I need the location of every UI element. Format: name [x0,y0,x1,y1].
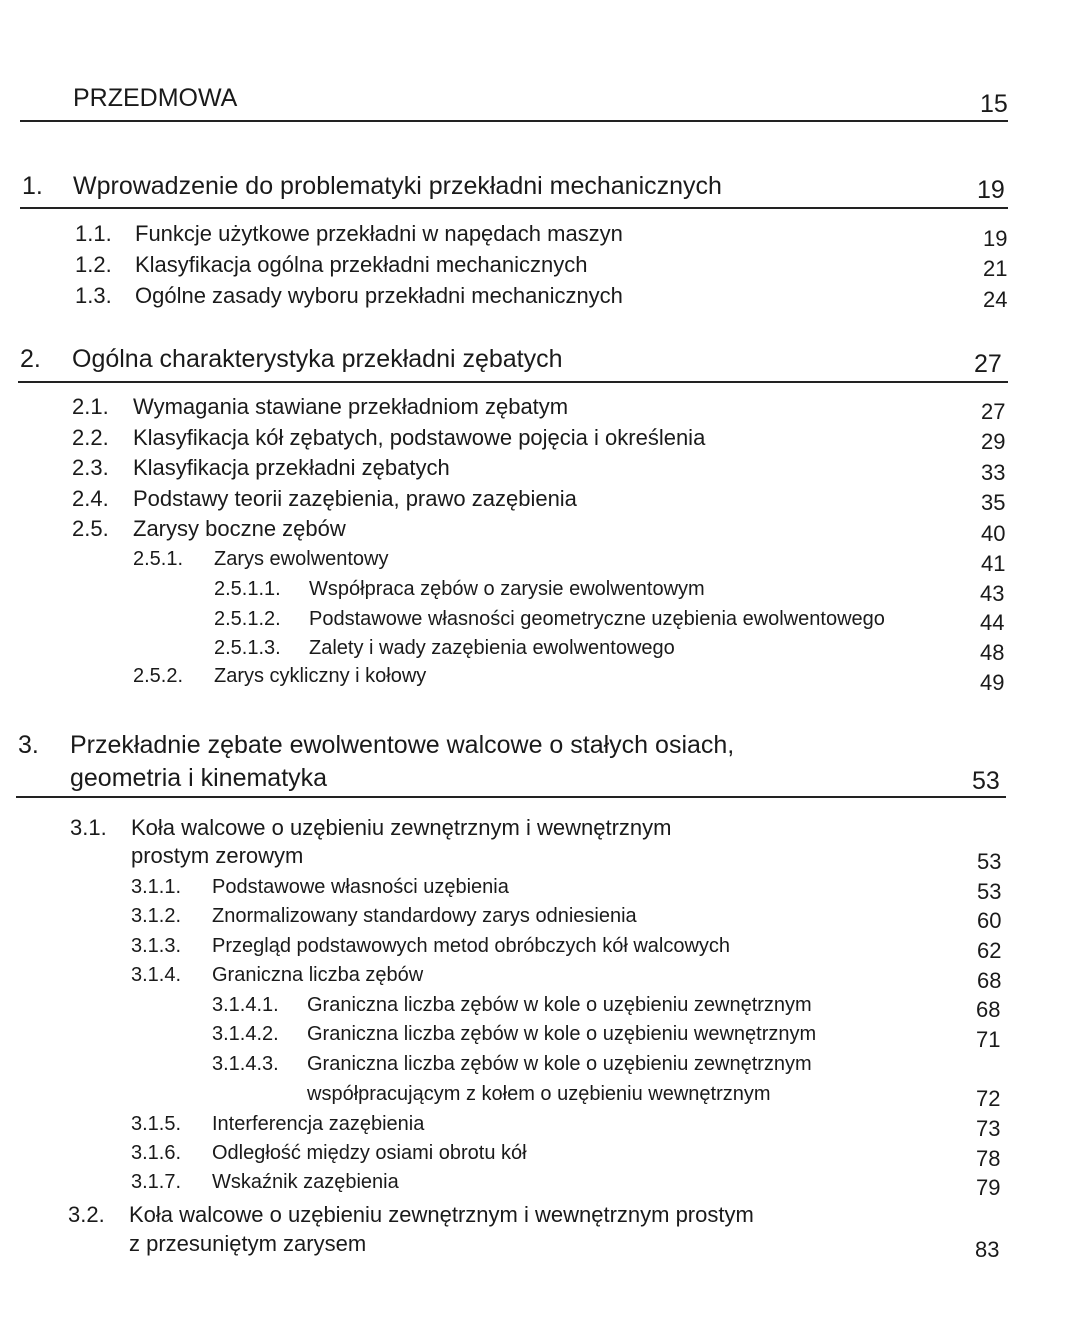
toc-page: 62 [977,938,1002,963]
toc-page: 49 [980,670,1005,695]
toc-title-line2: z przesuniętym zarysem [129,1231,367,1256]
toc-title: Zarys ewolwentowy [214,548,389,570]
toc-number: 1.2. [75,252,112,277]
toc-title: Graniczna liczba zębów w kole o uzębieniu wewnętrznym [307,1023,817,1045]
toc-page: 73 [976,1116,1001,1141]
toc-title: Przegląd podstawowych metod obróbczych kół walcowych [212,935,731,957]
toc-title: Klasyfikacja ogólna przekładni mechanicznych [135,252,588,277]
chapter-2-number: 2. [20,345,41,373]
toc-title-line2: prostym zerowym [131,843,304,868]
toc-number: 2.4. [72,486,109,511]
toc-title: Zarys cykliczny i kołowy [214,665,427,687]
toc-title: Zalety i wady zazębienia ewolwentowego [309,637,675,659]
toc-number: 2.5.1.1. [214,578,281,600]
toc-number: 1.1. [75,221,112,246]
toc-number: 3.1.7. [131,1171,182,1193]
toc-page: 27 [981,399,1006,424]
preface-rule [20,120,1008,122]
toc-title: Klasyfikacja kół zębatych, podstawowe pojęcia i określenia [133,425,706,450]
chapter-3-number: 3. [18,731,39,759]
toc-page: 41 [981,551,1006,576]
toc-number: 3.1.3. [131,935,182,957]
toc-title: Wymagania stawiane przekładniom zębatym [133,394,569,419]
toc-page: 53 [977,879,1002,904]
toc-title: Funkcje użytkowe przekładni w napędach maszyn [135,221,623,246]
toc-title: Ogólne zasady wyboru przekładni mechanicznych [135,283,623,308]
chapter-1-rule [20,207,1008,209]
toc-title: Wskaźnik zazębienia [212,1171,399,1193]
toc-page: 78 [976,1146,1001,1171]
toc-page: 24 [983,287,1008,312]
toc-number: 2.1. [72,394,109,419]
toc-title: Podstawy teorii zazębienia, prawo zazębienia [133,486,577,511]
toc-number: 3.1. [70,815,107,840]
toc-number: 2.5. [72,516,109,541]
toc-page: 43 [980,581,1005,606]
toc-page: 79 [976,1175,1001,1200]
toc-page: 19 [983,226,1008,251]
toc-title-line2: współpracującym z kołem o uzębieniu wewnętrznym [307,1083,771,1105]
toc-page: 72 [976,1086,1001,1111]
toc-title: Podstawowe własności geometryczne uzębienia ewolwentowego [309,608,885,630]
toc-page: 68 [976,997,1001,1022]
toc-number: 2.5.2. [133,665,184,687]
toc-number: 3.1.6. [131,1142,182,1164]
chapter-3-rule [16,796,1006,798]
toc-page: 21 [983,256,1008,281]
toc-number: 2.2. [72,425,109,450]
toc-number: 3.1.5. [131,1113,182,1135]
toc-title: Znormalizowany standardowy zarys odniesienia [212,905,637,927]
toc-title: Odległość między osiami obrotu kół [212,1142,527,1164]
toc-number: 2.5.1.3. [214,637,281,659]
toc-page: 48 [980,640,1005,665]
toc-number: 1.3. [75,283,112,308]
toc-number: 3.1.4.3. [212,1053,279,1075]
toc-number: 3.1.1. [131,876,182,898]
toc-number: 3.2. [68,1202,105,1227]
toc-title: Zarysy boczne zębów [133,516,346,541]
chapter-3-title-line1: Przekładnie zębate ewolwentowe walcowe o stałych osiach, [70,731,735,759]
toc-number: 2.5.1. [133,548,184,570]
toc-title: Graniczna liczba zębów w kole o uzębieniu zewnętrznym [307,994,812,1016]
toc-title: Współpraca zębów o zarysie ewolwentowym [309,578,705,600]
toc-page: 71 [976,1027,1001,1052]
chapter-3-page: 53 [972,767,1000,795]
toc-number: 2.5.1.2. [214,608,281,630]
toc-title: Interferencja zazębienia [212,1113,425,1135]
toc-title-line1: Graniczna liczba zębów w kole o uzębieniu zewnętrznym [307,1053,812,1075]
chapter-1-page: 19 [977,176,1005,204]
toc-number: 3.1.4.2. [212,1023,279,1045]
toc-page: 68 [977,968,1002,993]
toc-page: 40 [981,521,1006,546]
chapter-3-title-line2: geometria i kinematyka [70,764,328,792]
toc-number: 3.1.4. [131,964,182,986]
chapter-2-page: 27 [974,350,1002,378]
toc-title: Graniczna liczba zębów [212,964,424,986]
toc-title: Podstawowe własności uzębienia [212,876,509,898]
chapter-1-number: 1. [22,172,43,200]
toc-page: 44 [980,610,1005,635]
toc-page: 29 [981,429,1006,454]
toc-title-line1: Koła walcowe o uzębieniu zewnętrznym i wewnętrznym prostym [129,1202,754,1227]
preface-title: PRZEDMOWA [73,84,238,112]
toc-number: 3.1.2. [131,905,182,927]
toc-number: 2.3. [72,455,109,480]
toc-title: Klasyfikacja przekładni zębatych [133,455,450,480]
chapter-2-rule [18,381,1008,383]
preface-page: 15 [980,90,1008,118]
toc-page: 53 [977,849,1002,874]
toc-page: 33 [981,460,1006,485]
chapter-2-title: Ogólna charakterystyka przekładni zębatych [72,345,563,373]
toc-page: 35 [981,490,1006,515]
chapter-1-title: Wprowadzenie do problematyki przekładni mechanicznych [73,172,722,200]
toc-number: 3.1.4.1. [212,994,279,1016]
toc-page: 83 [975,1237,1000,1262]
toc-title-line1: Koła walcowe o uzębieniu zewnętrznym i wewnętrznym [131,815,672,840]
toc-page: 60 [977,908,1002,933]
